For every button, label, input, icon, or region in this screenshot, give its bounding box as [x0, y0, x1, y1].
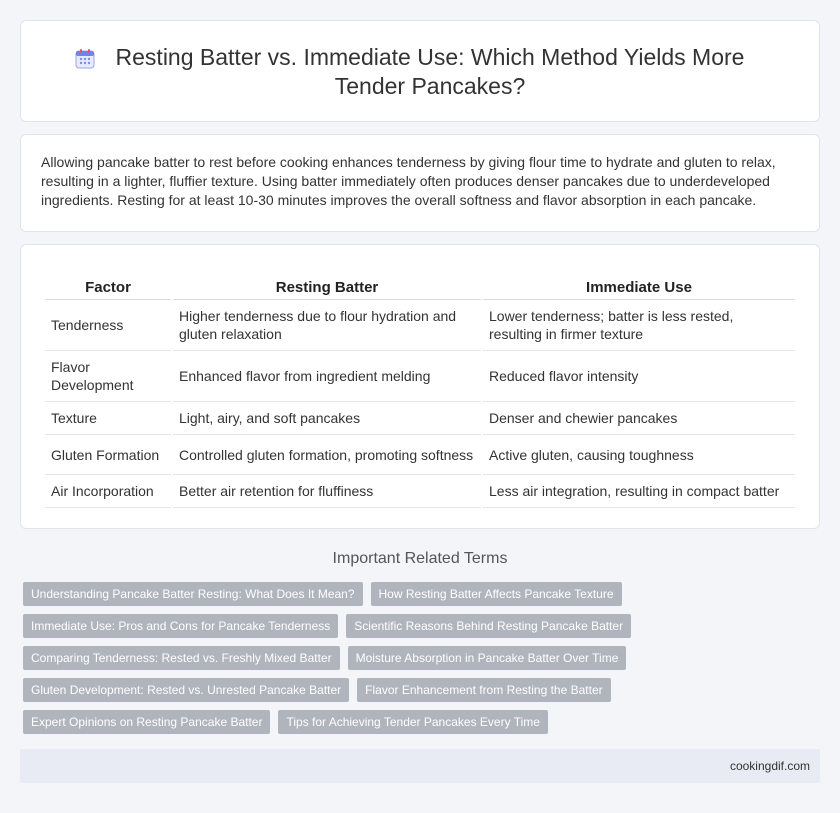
table-cell: Enhanced flavor from ingredient melding [173, 351, 481, 402]
header-card [20, 20, 820, 122]
intro-card [20, 134, 820, 232]
table-cell: Lower tenderness; batter is less rested, resulting in firmer texture [483, 300, 795, 351]
table-row [45, 435, 795, 475]
table-cell: Higher tenderness due to flour hydration and gluten relaxation [173, 300, 481, 351]
related-terms-tags [23, 582, 823, 742]
related-term-tag[interactable]: Expert Opinions on Resting Pancake Batter [23, 710, 270, 734]
column-header-immediate-use: Immediate Use [483, 259, 795, 300]
table-cell: Gluten Formation [45, 435, 171, 475]
related-term-tag[interactable]: Tips for Achieving Tender Pancakes Every Time [278, 710, 547, 734]
table-cell: Denser and chewier pancakes [483, 402, 795, 435]
table-cell: Light, airy, and soft pancakes [173, 402, 481, 435]
column-header-factor: Factor [45, 259, 171, 300]
comparison-table-card [20, 244, 820, 529]
table-cell: Controlled gluten formation, promoting softness [173, 435, 481, 475]
table-row [45, 402, 795, 435]
comparison-table [43, 259, 797, 508]
table-cell: Less air integration, resulting in compact batter [483, 475, 795, 508]
related-term-tag[interactable]: Gluten Development: Rested vs. Unrested Pancake Batter [23, 678, 349, 702]
related-term-tag[interactable]: Flavor Enhancement from Resting the Batter [357, 678, 610, 702]
related-term-tag[interactable]: Understanding Pancake Batter Resting: What Does It Mean? [23, 582, 363, 606]
page-title: Resting Batter vs. Immediate Use: Which Method Yields More Tender Pancakes? [115, 44, 745, 99]
table-cell: Texture [45, 402, 171, 435]
table-cell: Better air retention for fluffiness [173, 475, 481, 508]
related-term-tag[interactable]: Comparing Tenderness: Rested vs. Freshly Mixed Batter [23, 646, 340, 670]
footer [20, 749, 820, 783]
related-terms-title: Important Related Terms [332, 550, 508, 567]
related-term-tag[interactable]: How Resting Batter Affects Pancake Texture [371, 582, 622, 606]
footer-site-name[interactable]: cookingdif.com [729, 759, 810, 773]
related-term-tag[interactable]: Scientific Reasons Behind Resting Pancake Batter [346, 614, 631, 638]
column-header-resting-batter: Resting Batter [173, 259, 481, 300]
table-cell: Reduced flavor intensity [483, 351, 795, 402]
intro-text: Allowing pancake batter to rest before cooking enhances tenderness by giving flour time to hydrate and gluten to relax, resulting in a lighter, fluffier texture. Using batter immediately often produces denser pancakes due to underdeveloped ingredients. Resting for at least 10-30 minutes improves the overall softness and flavor absorption in each pancake. [41, 154, 776, 208]
table-row [45, 351, 795, 402]
table-cell: Active gluten, causing toughness [483, 435, 795, 475]
table-cell: Flavor Development [45, 351, 171, 402]
table-cell: Tenderness [45, 300, 171, 351]
table-cell: Air Incorporation [45, 475, 171, 508]
related-term-tag[interactable]: Moisture Absorption in Pancake Batter Over Time [348, 646, 627, 670]
table-row [45, 475, 795, 508]
table-row [45, 300, 795, 351]
related-term-tag[interactable]: Immediate Use: Pros and Cons for Pancake Tenderness [23, 614, 338, 638]
